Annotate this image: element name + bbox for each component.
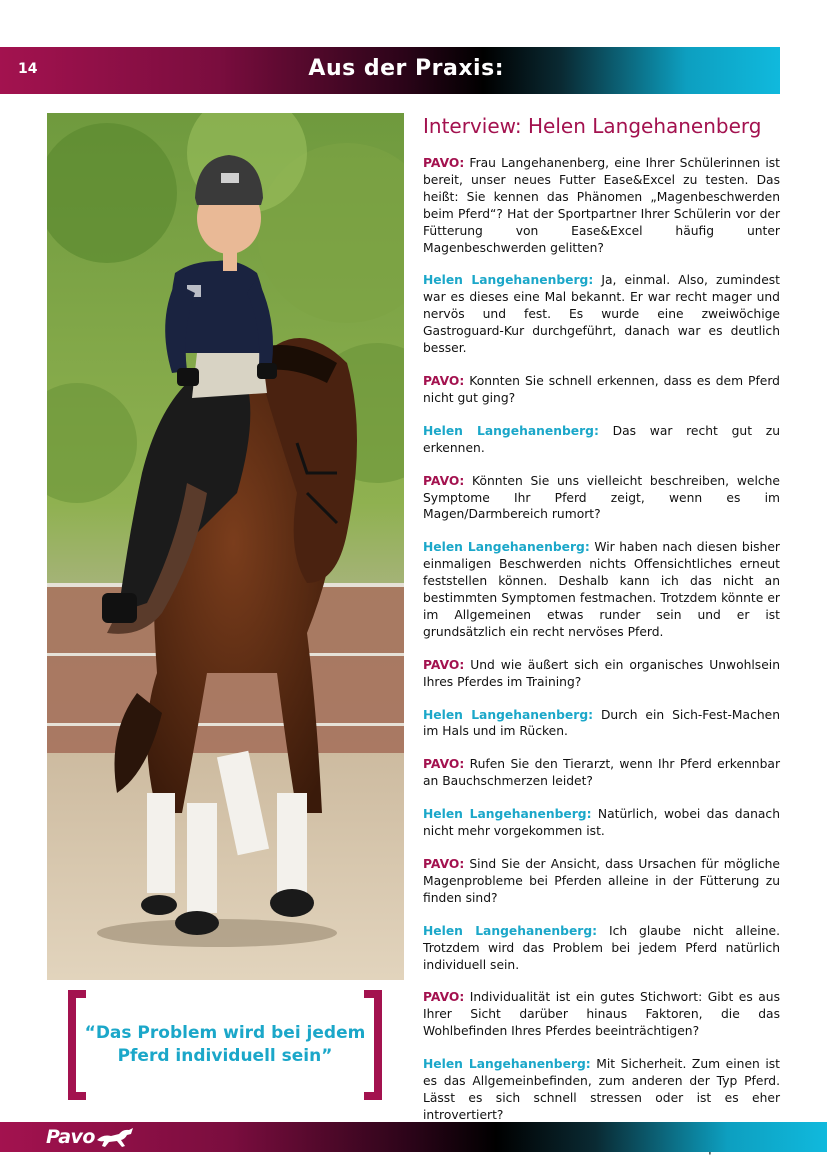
qa-list	[423, 155, 780, 1157]
qa-text: Wir haben nach diesen bisher einmaligen Beschwerden nichts Offensichtliches erneut feststellen können. Deshalb kann ich das nicht an bestimmten Symptomen festmachen. Trotzdem könnte er im Allgemeinen etwas runder sein und er ist grundsätzlich ein recht nervöses Pferd.	[423, 540, 780, 639]
qa-paragraph	[423, 989, 780, 1040]
speaker-pavo: PAVO:	[423, 757, 465, 772]
qa-paragraph	[423, 923, 780, 974]
speaker-pavo: PAVO:	[423, 473, 465, 488]
pavo-logo	[46, 1124, 135, 1150]
qa-paragraph	[423, 272, 780, 357]
speaker-pavo: PAVO:	[423, 657, 465, 672]
article-title-name: Helen Langehanenberg	[528, 114, 762, 138]
qa-text: Individualität ist ein gutes Stichwort: Gibt es aus Ihrer Sicht darüber hinaus Faktoren, die das Wohlbefinden Ihres Pferdes beeinträchtigen?	[423, 990, 780, 1039]
header-bar	[0, 47, 780, 94]
qa-paragraph	[423, 423, 780, 457]
qa-text: Durch ein Sich-Fest-Machen im Hals und im Rücken.	[423, 707, 780, 739]
pull-quote	[60, 990, 390, 1100]
horse-logo-icon	[95, 1126, 135, 1148]
page-number: 14	[18, 61, 38, 77]
interview-article	[423, 113, 780, 1173]
section-title: Aus der Praxis:	[308, 56, 504, 81]
speaker-helen: Helen Langehanenberg:	[423, 1057, 591, 1072]
footer-bar	[0, 1122, 827, 1152]
qa-text: Rufen Sie den Tierarzt, wenn Ihr Pferd erkennbar an Bauchschmerzen leidet?	[423, 757, 780, 789]
speaker-pavo: PAVO:	[423, 990, 465, 1005]
speaker-helen: Helen Langehanenberg:	[423, 807, 592, 822]
speaker-helen: Helen Langehanenberg:	[423, 423, 599, 438]
qa-text: Sind Sie der Ansicht, dass Ursachen für mögliche Magenprobleme bei Pferden alleine in der Fütterung zu finden sind?	[423, 857, 780, 905]
logo-text: Pavo	[46, 1126, 95, 1148]
qa-paragraph	[423, 473, 780, 524]
qa-paragraph	[423, 707, 780, 741]
qa-paragraph	[423, 756, 780, 790]
speaker-helen: Helen Langehanenberg:	[423, 923, 598, 938]
article-title-prefix: Interview:	[423, 114, 528, 138]
speaker-pavo: PAVO:	[423, 156, 465, 170]
speaker-helen: Helen Langehanenberg:	[423, 707, 594, 722]
qa-text: Natürlich, wobei das danach nicht mehr vorgekommen ist.	[423, 807, 780, 839]
qa-paragraph	[423, 373, 780, 407]
speaker-pavo: PAVO:	[423, 857, 465, 871]
qa-text: Mit Sicherheit. Zum einen ist es das Allgemeinbefinden, zum anderen der Typ Pferd. Lässt es sich schnell stressen oder ist es eher introvertiert?	[423, 1057, 780, 1122]
quote-line-2: Pferd individuell sein”	[117, 1046, 333, 1066]
speaker-pavo: PAVO:	[423, 373, 465, 388]
qa-paragraph	[423, 856, 780, 907]
qa-paragraph	[423, 155, 780, 256]
qa-text: Konnten Sie schnell erkennen, dass es dem Pferd nicht gut ging?	[423, 373, 780, 405]
qa-paragraph	[423, 1056, 780, 1124]
rider-horse-photo	[47, 113, 404, 980]
qa-text: Könnten Sie uns vielleicht beschreiben, welche Symptome Ihr Pferd zeigt, wenn es im Magen/Darmbereich rumort?	[423, 473, 780, 522]
speaker-helen: Helen Langehanenberg:	[423, 273, 594, 288]
quote-text	[78, 1022, 372, 1068]
qa-text: Und wie äußert sich ein organisches Unwohlsein Ihres Pferdes im Training?	[423, 657, 780, 689]
qa-text: Ja, einmal. Also, zumindest war es dieses eine Mal bekannt. Er war recht mager und nervös und fest. Es wurde eine zweiwöchige Gastroguard-Kur durchgeführt, danach war es deutlich besser.	[423, 273, 780, 356]
quote-line-1: “Das Problem wird bei jedem	[84, 1023, 366, 1043]
qa-text: Frau Langehanenberg, eine Ihrer Schülerinnen ist bereit, unser neues Futter Ease&Excel zu testen. Das heißt: Sie kennen das Phänomen „Magenbeschwerden beim Pferd“? Hat der Sportpartner Ihrer Schülerin vor der Fütterung von Ease&Excel häufig unter Magenbeschwerden gelitten?	[423, 156, 780, 255]
qa-paragraph	[423, 806, 780, 840]
qa-paragraph	[423, 539, 780, 640]
speaker-helen: Helen Langehanenberg:	[423, 540, 590, 555]
qa-paragraph	[423, 657, 780, 691]
qa-text: Ich glaube nicht alleine. Trotzdem wird das Problem bei jedem Pferd natürlich individuell sein.	[423, 923, 780, 972]
article-title	[423, 113, 780, 139]
qa-text: Das war recht gut zu erkennen.	[423, 423, 780, 455]
